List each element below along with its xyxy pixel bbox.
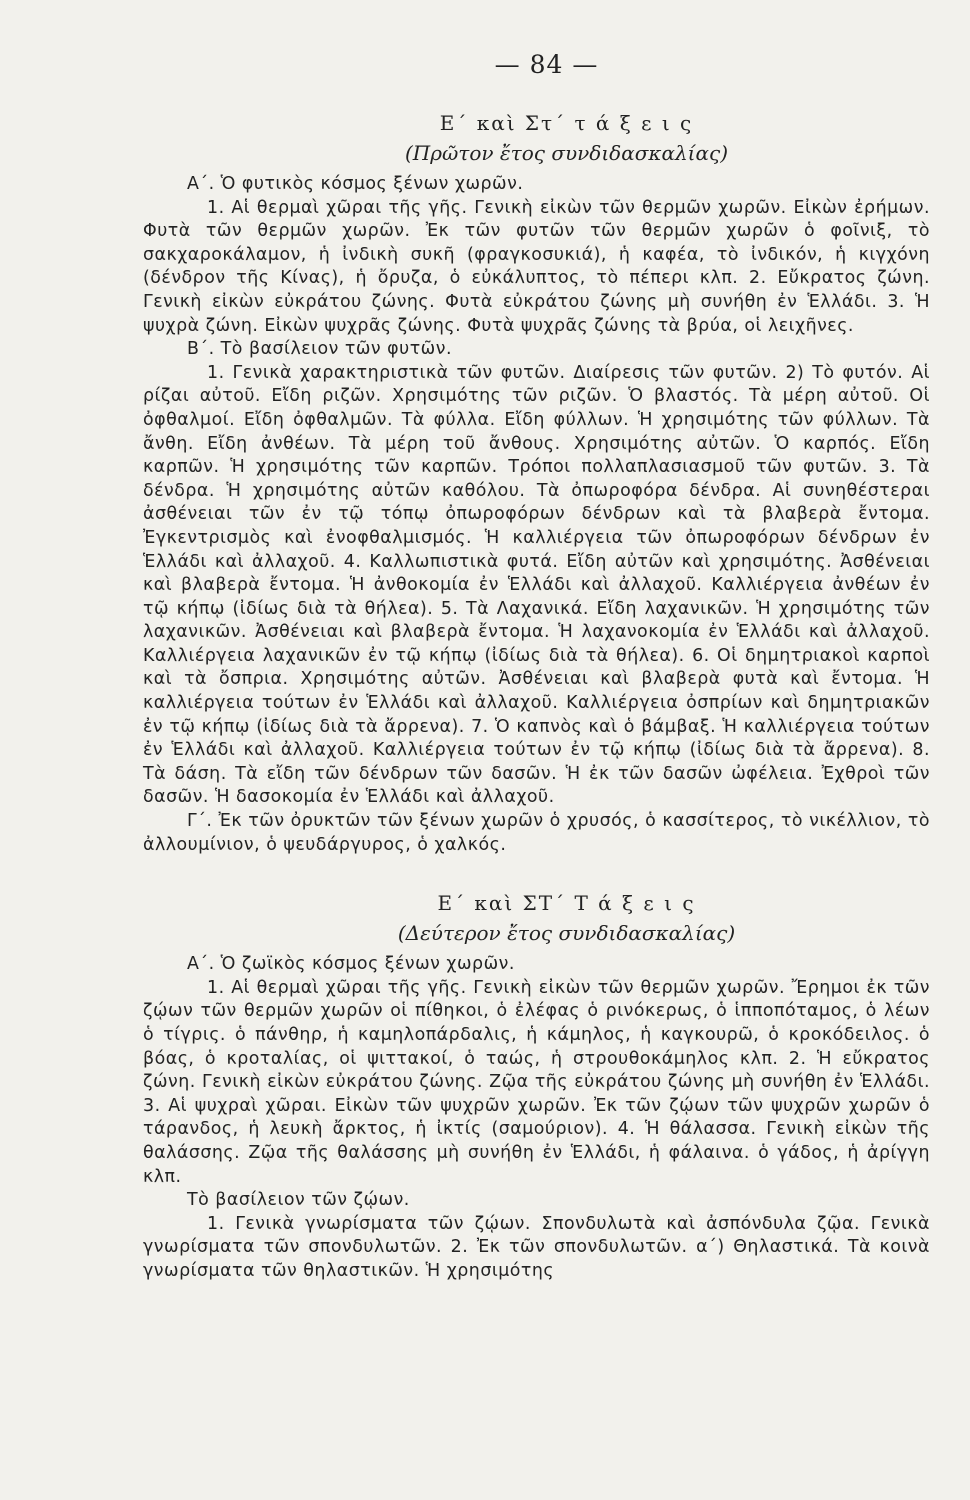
paragraph: Α΄. Ὁ ζωϊκὸς κόσμος ξένων χωρῶν. — [187, 954, 515, 975]
page-number: — 84 — — [494, 50, 599, 79]
section-2-subtitle: (Δεύτερον ἔτος συνδιδασκαλίας) — [397, 921, 736, 946]
section-2 — [143, 891, 930, 1283]
paragraph: Β΄. Τὸ βασίλειον τῶν φυτῶν. — [187, 339, 452, 360]
section-2-body — [143, 953, 930, 1283]
section-1-title: Ε΄ καὶ Στ΄ τ ά ξ ε ι ς — [439, 111, 694, 135]
paragraph: Γ΄. Ἐκ τῶν ὀρυκτῶν τῶν ξένων χωρῶν ὁ χρυσός, ὁ κασσίτερος, τὸ νικέλλιον, τὸ ἀλλουμίνιον, ὁ ψευδάργυρος, ὁ χαλκός. — [143, 811, 930, 855]
paragraph: Τὸ βασίλειον τῶν ζῴων. — [187, 1190, 410, 1211]
section-1-subtitle: (Πρῶτον ἔτος συνδιδασκαλίας) — [404, 141, 729, 165]
section-1-body — [143, 173, 930, 857]
paragraph: Α΄. Ὁ φυτικὸς κόσμος ξένων χωρῶν. — [187, 174, 524, 194]
paragraph: 1. Γενικὰ χαρακτηριστικὰ τῶν φυτῶν. Διαίρεσις τῶν φυτῶν. 2) Τὸ φυτόν. Αἱ ρίζαι αὐτοῦ. Εἴδη ριζῶν. Χρησιμότης τῶν ριζῶν. Ὁ βλαστός. Τὰ μέρη αὐτοῦ. Οἱ ὀφθαλμοί. Εἴδη ὀφθαλμῶν. Τὰ φύλλα. Εἴδη φύλλων. Ἡ χρησιμότης τῶν φύλλων. Τὰ ἄνθη. Εἴδη ἀνθέων. Τὰ μέρη τοῦ ἄνθους. Χρησιμότης αὐτῶν. Ὁ καρπός. Εἴδη καρπῶν. Ἡ χρησιμότης τῶν καρπῶν. Τρόποι πολλαπλασιασμοῦ τῶν φυτῶν. 3. Τὰ δένδρα. Ἡ χρησιμότης αὐτῶν καθόλου. Τὰ ὀπωροφόρα δένδρα. Αἱ συνηθέστεραι ἀσθένειαι τῶν ἐν τῷ τόπῳ ὀπωροφόρων δένδρων καὶ τὰ βλαβερὰ ἔντομα. Ἐγκεντρισμὸς καὶ ἐνοφθαλμισμός. Ἡ καλλιέργεια τῶν ὀπωροφόρων δένδρων ἐν Ἑλλάδι καὶ ἀλλαχοῦ. 4. Καλλωπιστικὰ φυτά. Εἴδη αὐτῶν καὶ χρησιμότης. Ἀσθένειαι καὶ βλαβερὰ ἔντομα. Ἡ ἀνθοκομία ἐν Ἑλλάδι καὶ ἀλλαχοῦ. Καλλιέργεια ἀνθέων ἐν τῷ κήπῳ (ἰδίως διὰ τὰ θήλεα). 5. Τὰ Λαχανικά. Εἴδη λαχανικῶν. Ἡ χρησιμότης τῶν λαχανικῶν. Ἀσθένειαι καὶ βλαβερὰ ἔντομα. Ἡ λαχανοκομία ἐν Ἑλλάδι καὶ ἀλλαχοῦ. Καλλιέργεια λαχανικῶν ἐν τῷ κήπῳ (ἰδίως διὰ τὰ θήλεα). 6. Οἱ δημητριακοὶ καρποὶ καὶ τὰ ὄσπρια. Χρησιμότης αὐτῶν. Ἀσθένειαι καὶ βλαβερὰ φυτὰ καὶ ἔντομα. Ἡ καλλιέργεια τούτων ἐν Ἑλλάδι καὶ ἀλλαχοῦ. Καλλιέργεια ὀσπρίων καὶ δημητριακῶν ἐν τῷ κήπῳ (ἰδίως διὰ τὰ ἄρρενα). 7. Ὁ καπνὸς καὶ ὁ βάμβαξ. Ἡ καλλιέργεια τούτων ἐν Ἑλλάδι καὶ ἀλλαχοῦ. Καλλιέργεια τούτων ἐν τῷ κήπῳ (ἰδίως διὰ τὰ ἄρρενα). 8. Τὰ δάση. Τὰ εἴδη τῶν δένδρων τῶν δασῶν. Ἡ ἐκ τῶν δασῶν ὠφέλεια. Ἐχθροὶ τῶν δασῶν. Ἡ δασοκομία ἐν Ἑλλάδι καὶ ἀλλαχοῦ. — [143, 362, 930, 808]
paragraph: 1. Αἱ θερμαὶ χῶραι τῆς γῆς. Γενικὴ εἰκὼν τῶν θερμῶν χωρῶν. Εἰκὼν ἐρήμων. Φυτὰ τῶν θερμῶν χωρῶν. Ἐκ τῶν φυτῶν τῶν θερμῶν χωρῶν ὁ φοῖνιξ, τὸ σακχαροκάλαμον, ἡ ἰνδικὴ συκῆ (φραγκοσυκιά), ἡ καφέα, τὸ ἰνδικόν, ἡ κιγχόνη (δένδρον τῆς Κίνας), ἡ ὄρυζα, ὁ εὐκάλυπτος, τὸ πέπερι κλπ. 2. Εὔκρατος ζώνη. Γενικὴ εἰκὼν εὐκράτου ζώνης. Φυτὰ εὐκράτου ζώνης μὴ συνήθη ἐν Ἑλλάδι. 3. Ἡ ψυχρὰ ζώνη. Εἰκὼν ψυχρᾶς ζώνης. Φυτὰ ψυχρᾶς ζώνης τὰ βρύα, οἱ λειχῆνες. — [143, 197, 930, 336]
paragraph: 1. Γενικὰ γνωρίσματα τῶν ζῴων. Σπονδυλωτὰ καὶ ἀσπόνδυλα ζῷα. Γενικὰ γνωρίσματα τῶν σπονδυλωτῶν. 2. Ἐκ τῶν σπονδυλωτῶν. α΄) Θηλαστικά. Τὰ κοινὰ γνωρίσματα τῶν θηλαστικῶν. Ἡ χρησιμότης — [143, 1213, 930, 1281]
paragraph: 1. Αἱ θερμαὶ χῶραι τῆς γῆς. Γενικὴ εἰκὼν τῶν θερμῶν χωρῶν. Ἔρημοι ἐκ τῶν ζῴων τῶν θερμῶν χωρῶν οἱ πίθηκοι, ὁ ἐλέφας ὁ ρινόκερως, ὁ ἱπποπόταμος, ὁ λέων ὁ τίγρις. ὁ πάνθηρ, ἡ καμηλοπάρδαλις, ἡ κάμηλος, ἡ καγκουρῶ, ὁ κροκόδειλος. ὁ βόας, ὁ κροταλίας, οἱ ψιττακοί, ὁ ταώς, ἡ στρουθοκάμηλος κλπ. 2. Ἡ εὔκρατος ζώνη. Γενικὴ εἰκὼν εὐκράτου ζώνης. Ζῷα τῆς εὐκράτου ζώνης μὴ συνήθη ἐν Ἑλλάδι. 3. Αἱ ψυχραὶ χῶραι. Εἰκὼν τῶν ψυχρῶν χωρῶν. Ἐκ τῶν ζῴων τῶν ψυχρῶν χωρῶν ὁ τάρανδος, ἡ λευκὴ ἄρκτος, ἡ ἰκτίς (σαμούριον). 4. Ἡ θάλασσα. Γενικὴ εἰκὼν τῆς θαλάσσης. Ζῷα τῆς θαλάσσης μὴ συνήθη ἐν Ἑλλάδι, ἡ φάλαινα. ὁ γάδος, ἡ ἀρίγγη κλπ. — [143, 977, 930, 1187]
section-1 — [143, 111, 930, 857]
section-2-title: Ε΄ καὶ ΣΤ΄ Τ ά ξ ε ι ς — [437, 891, 696, 916]
